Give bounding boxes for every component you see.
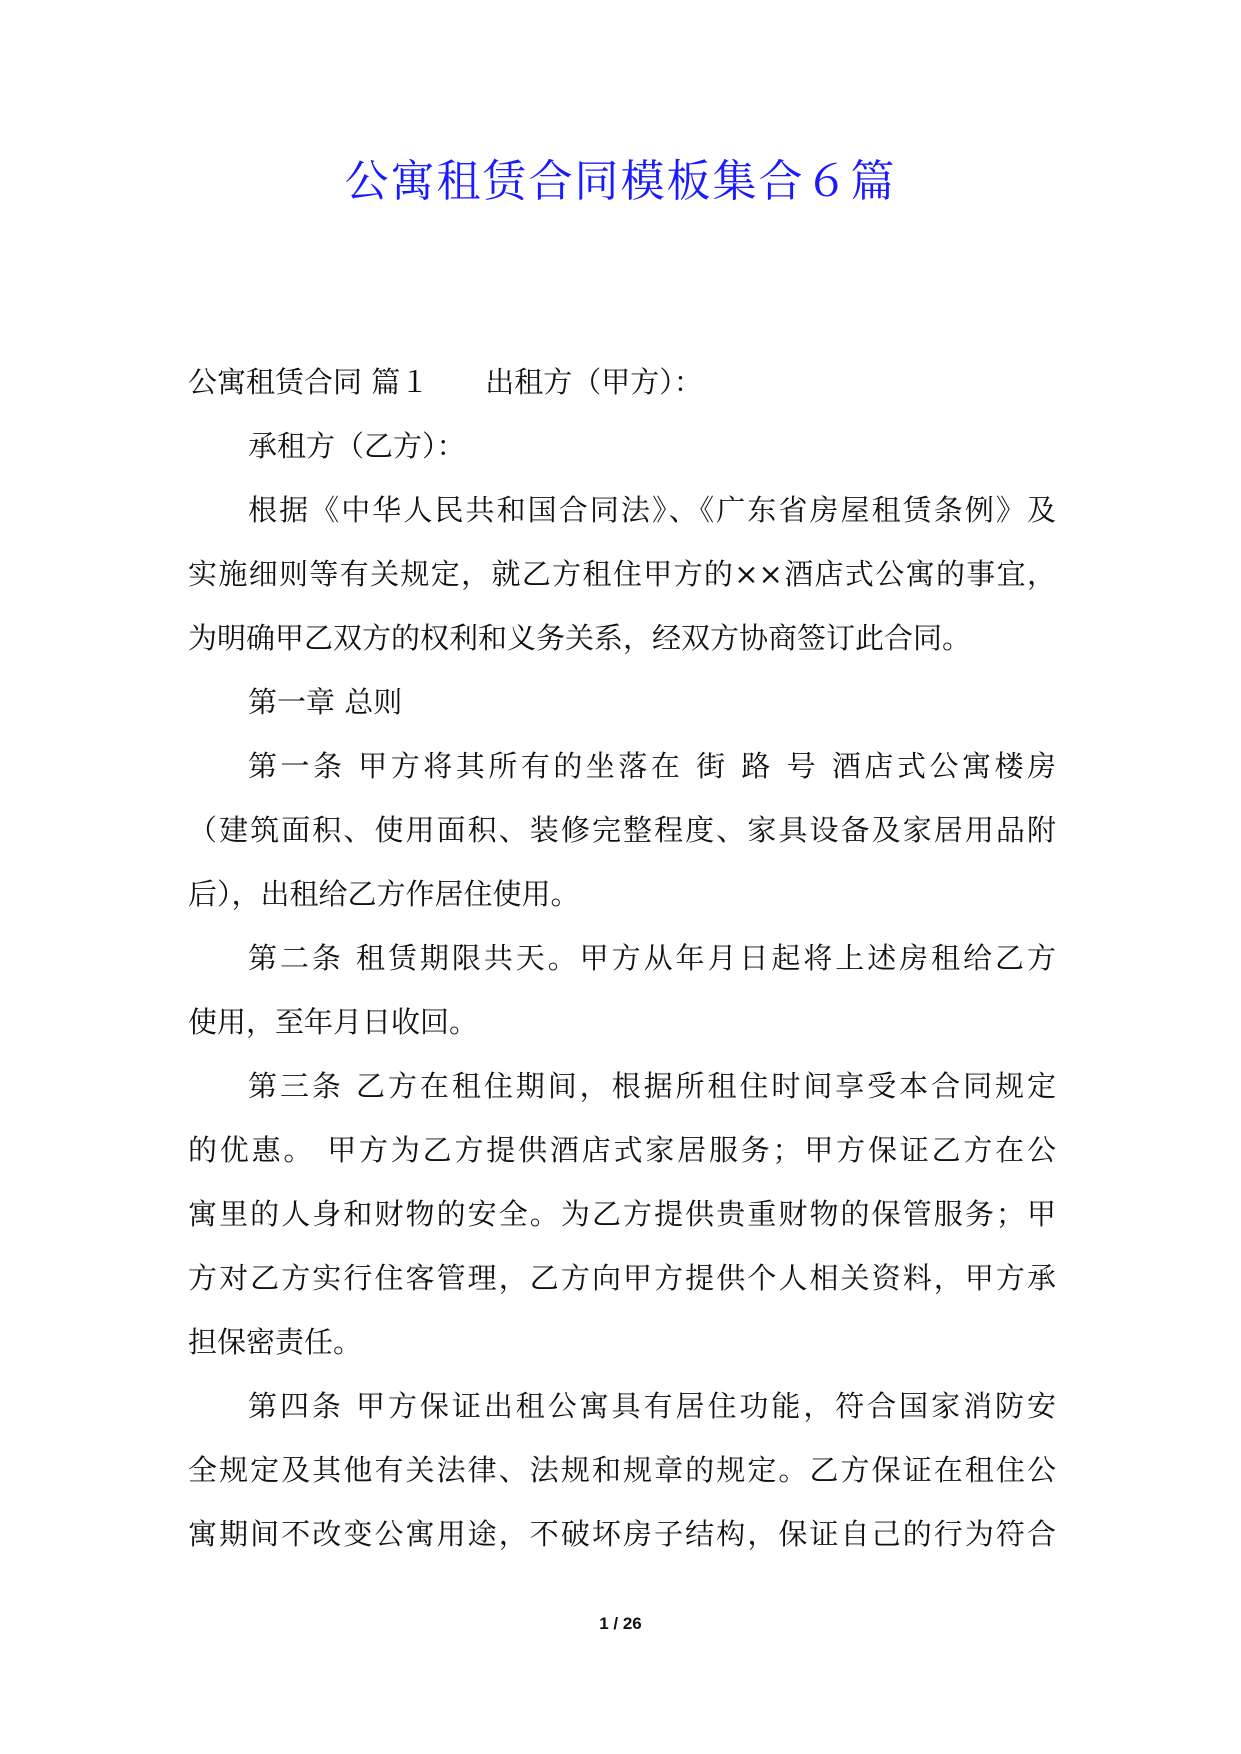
text-line: 的优惠。 甲方为乙方提供酒店式家居服务；甲方保证乙方在公 — [188, 1133, 1056, 1167]
text-line: 第一条 甲方将其所有的坐落在 街 路 号 酒店式公寓楼房 — [248, 749, 1056, 783]
text-line: 实施细则等有关规定，就乙方租住甲方的××酒店式公寓的事宜， — [188, 557, 1056, 591]
text-line: 承租方（乙方）： — [248, 429, 466, 463]
text-line: 方对乙方实行住客管理，乙方向甲方提供个人相关资料，甲方承 — [188, 1261, 1056, 1295]
text-line: （建筑面积、使用面积、装修完整程度、家具设备及家居用品附 — [188, 813, 1056, 847]
text-line: 后），出租给乙方作居住使用。 — [188, 877, 580, 911]
text-line: 为明确甲乙双方的权利和义务关系，经双方协商签订此合同。 — [188, 621, 972, 655]
text-line: 寓里的人身和财物的安全。为乙方提供贵重财物的保管服务；甲 — [188, 1197, 1056, 1231]
text-line — [188, 350, 1056, 414]
text-line: 使用，至年月日收回。 — [188, 1005, 479, 1039]
text-line: 第二条 租赁期限共天。甲方从年月日起将上述房租给乙方 — [248, 941, 1056, 975]
lessor-label: 出租方（甲方）： — [485, 365, 703, 399]
text-line: 第三条 乙方在租住期间，根据所租住时间享受本合同规定 — [248, 1069, 1056, 1103]
text-line: 第四条 甲方保证出租公寓具有居住功能，符合国家消防安 — [248, 1389, 1056, 1423]
chapter-heading: 第一章 总则 — [248, 685, 403, 719]
document-body — [188, 350, 1056, 1566]
document-title: 公寓租赁合同模板集合６篇 — [344, 156, 897, 207]
contract-heading: 公寓租赁合同 篇１ — [188, 365, 430, 399]
text-line: 全规定及其他有关法律、法规和规章的规定。乙方保证在租住公 — [188, 1453, 1056, 1487]
text-line: 担保密责任。 — [188, 1325, 363, 1359]
page-number: 1 / 26 — [599, 1614, 642, 1633]
text-line: 根据《中华人民共和国合同法》、《广东省房屋租赁条例》及 — [248, 493, 1056, 527]
text-line: 寓期间不改变公寓用途，不破坏房子结构，保证自己的行为符合 — [188, 1517, 1056, 1551]
